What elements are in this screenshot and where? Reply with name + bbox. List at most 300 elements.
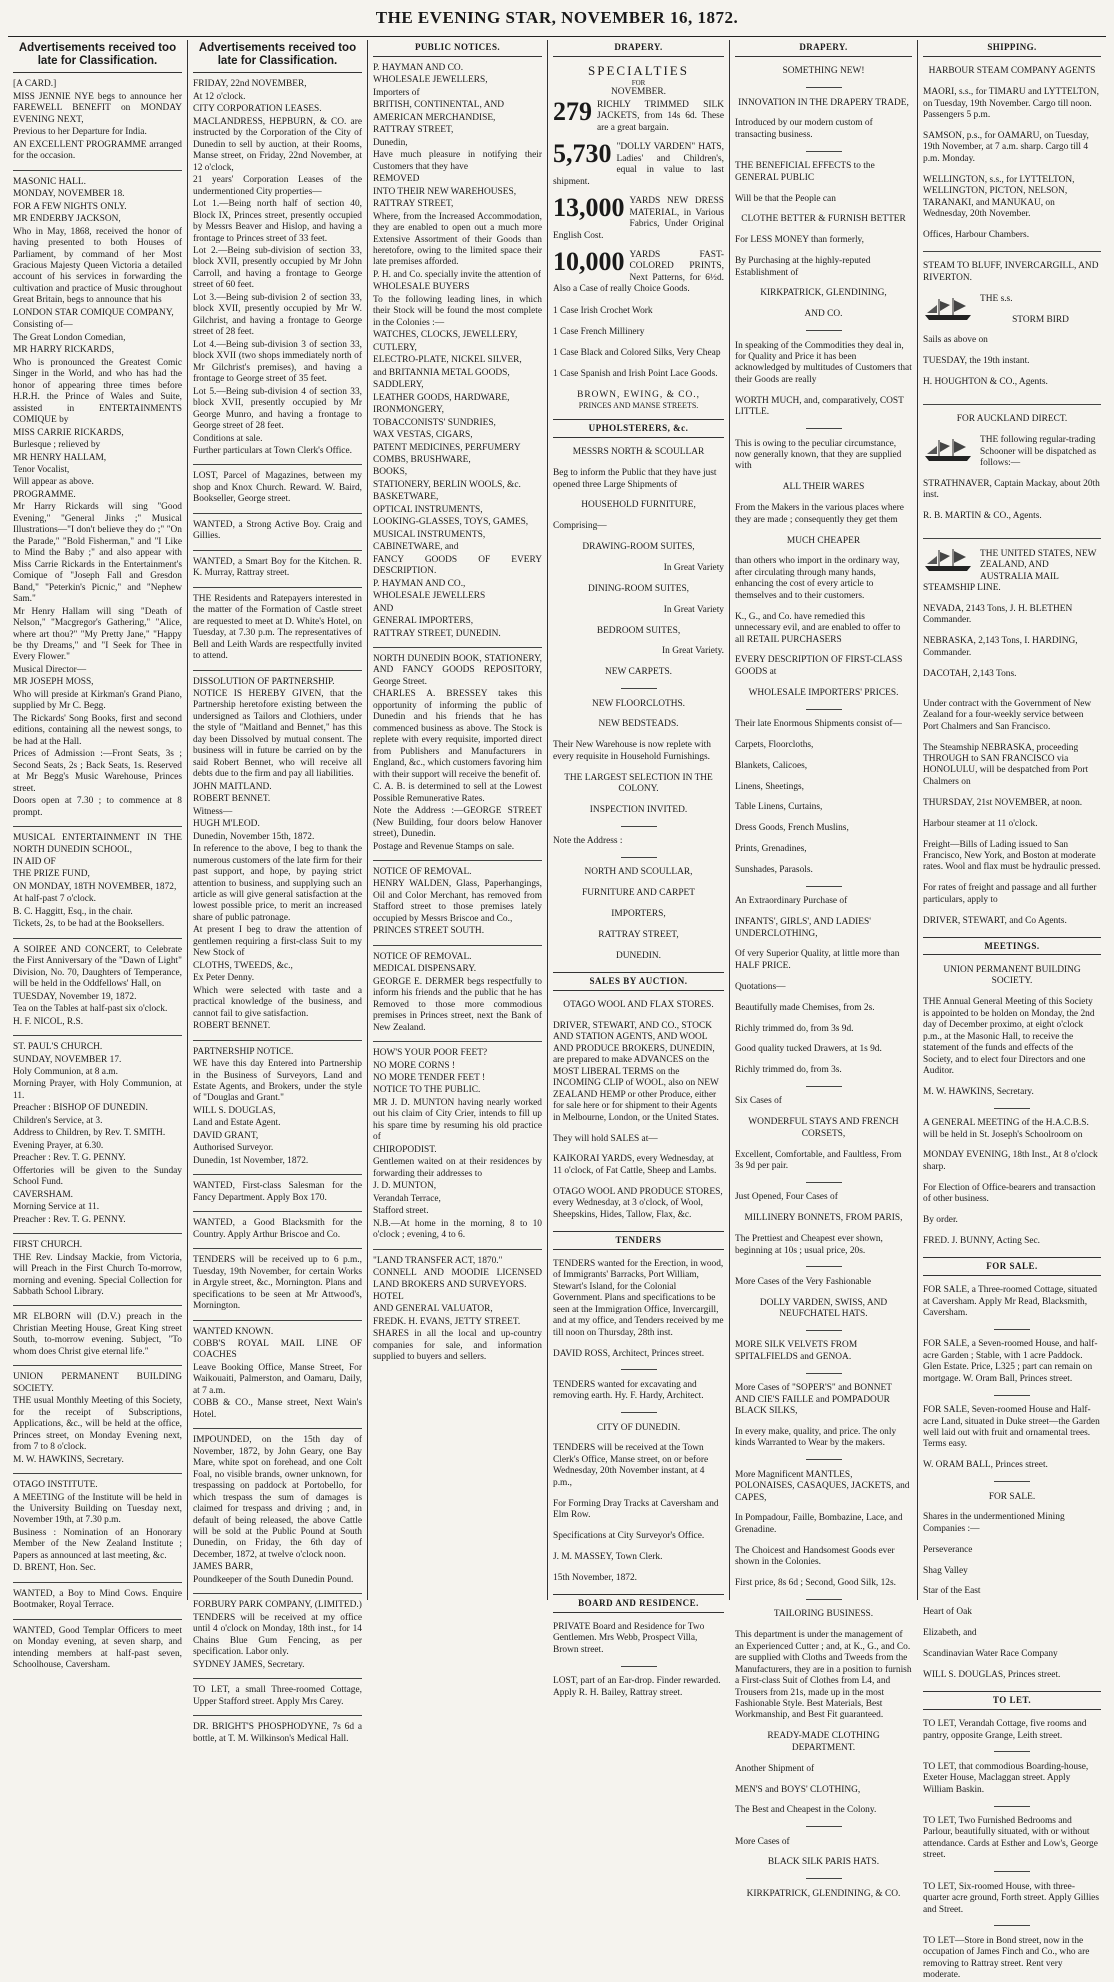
text-line: Their New Warehouse is now replete with every requisite in Household Furnishings. xyxy=(553,740,711,762)
text-line: KAIKORAI YARDS, every Wednesday, at 11 o'clock, of Fat Cattle, Sheep and Lambs. xyxy=(553,1154,717,1176)
text-line: CLOTHE BETTER & FURNISH BETTER xyxy=(741,214,906,225)
text-line: STRATHNAVER, Captain Mackay, about 20th inst. xyxy=(923,479,1100,501)
column-3-header: PUBLIC NOTICES. xyxy=(373,40,542,57)
text-line: SADDLERY, xyxy=(373,380,424,391)
text-line: WANTED KNOWN. xyxy=(193,1326,274,1337)
text-line: CHIROPODIST. xyxy=(373,1144,437,1155)
text-line: In every make, quality, and price. The only kinds Warranted to Wear by the makers. xyxy=(735,1426,897,1449)
text-line: In Great Variety xyxy=(663,563,724,574)
text-line: The Rickards' Song Books, first and second editions, containing all the newest songs, to be had at the Hall. xyxy=(13,713,182,747)
text-line: WORTH MUCH, and, comparatively, COST LITTLE. xyxy=(735,395,904,418)
text-line: Their late Enormous Shipments consist of— xyxy=(735,719,902,729)
text-line: WANTED, a Boy to Mind Cows. Enquire Bootmaker, Royal Terrace. xyxy=(13,1588,182,1611)
text-line: More Cases of "SOPER'S" and BONNET AND CIE'S FAILLE and POMPADOUR BLACK SILKS, xyxy=(735,1383,892,1417)
text-line: D. BRENT, Hon. Sec. xyxy=(13,1563,96,1574)
column-1-body xyxy=(13,79,182,1671)
text-line: Six Cases of xyxy=(735,1096,782,1107)
text-line: LOOKING-GLASSES, TOYS, GAMES, xyxy=(373,517,529,528)
text-line: THE s.s. xyxy=(980,293,1013,304)
rule-divider xyxy=(621,857,657,858)
advertisement xyxy=(13,1626,182,1672)
text-line: HARBOUR STEAM COMPANY AGENTS xyxy=(928,66,1096,77)
text-line: Beg to inform the Public that they have just opened three Large Shipments of xyxy=(553,468,717,490)
text-line: Consisting of— xyxy=(13,320,73,331)
text-line: Of very Superior Quality, at little more than HALF PRICE. xyxy=(735,949,900,971)
tenders-header: TENDERS xyxy=(553,1231,724,1250)
rule-divider xyxy=(806,1459,842,1460)
ad-separator xyxy=(193,550,362,551)
text-line: LEATHER GOODS, HARDWARE, xyxy=(373,392,510,403)
text-line: Elizabeth, and xyxy=(923,1628,977,1639)
text-line: Lot 4.—Being sub-division 3 of section 33, block XVII (two shops immediately north of Mr Gilchrist's premises), and having a frontage to George street of 35 feet. xyxy=(193,339,362,385)
text-line: Carpets, Floorcloths, xyxy=(735,739,814,750)
text-line: HENRY WALDEN, Glass, Paperhangings, Oil and Color Merchant, has removed from Stafford street to those premises lately occupied by Messrs Briscoe and Co., xyxy=(373,879,542,924)
text-line: Dunedin, November 15th, 1872. xyxy=(193,831,315,842)
text-line: NORTH DUNEDIN BOOK, STATIONERY, AND FANCY GOODS REPOSITORY, George Street. xyxy=(373,654,542,687)
specials-list xyxy=(553,96,724,297)
text-line: DUNEDIN. xyxy=(615,950,662,961)
rule-divider xyxy=(994,1806,1030,1807)
text-line: For Election of Office-bearers and transaction of other business. xyxy=(923,1182,1096,1205)
text-line: Under contract with the Government of New Zealand for a four-weekly service between Port Chalmers and San Francisco. xyxy=(923,698,1092,732)
text-line: ROBERT BENNET. xyxy=(193,1021,271,1032)
text-line: RATTRAY STREET, xyxy=(598,930,679,941)
text-line: WANTED, Good Templar Officers to meet on Monday evening, at seven sharp, and intending members at half-past seven, Schoolhouse, Caversham. xyxy=(13,1625,182,1671)
tolet-ads xyxy=(923,1719,1101,1982)
ad-separator xyxy=(923,404,1101,405)
rule-divider xyxy=(994,1481,1030,1482)
text-line: BASKETWARE, xyxy=(373,492,439,503)
text-line: FANCY GOODS OF EVERY DESCRIPTION. xyxy=(373,554,542,577)
special-item xyxy=(553,139,724,189)
text-line: A MEETING of the Institute will be held in the University Building on Tuesday next, November 19th, at 7.30 p.m. xyxy=(13,1492,182,1526)
column-5-header: DRAPERY. xyxy=(735,40,912,57)
text-line: MASONIC HALL. xyxy=(13,176,86,187)
ship-icon xyxy=(923,296,975,322)
text-line: WANTED, a Smart Boy for the Kitchen. R. K. Murray, Rattray street. xyxy=(193,556,362,579)
text-line: An Extraordinary Purchase of xyxy=(735,896,848,907)
text-line: To the following leading lines, in which their Stock will be found the most complete in the Colonies :— xyxy=(373,294,542,328)
text-line: Conditions at sale. xyxy=(193,433,263,444)
text-line: HOTEL xyxy=(373,1291,404,1302)
text-line: Quotations— xyxy=(735,981,786,992)
text-line: From the Makers in the various places where they are made ; consequently they get them xyxy=(735,503,904,525)
text-line: TUESDAY, November 19, 1872. xyxy=(13,991,137,1002)
text-line: MONDAY, NOVEMBER 18. xyxy=(13,189,125,200)
brown-ewing-address: PRINCES AND MANSE STREETS. xyxy=(578,401,699,411)
ad-separator xyxy=(13,1305,182,1306)
rule-divider xyxy=(806,151,842,152)
text-line: By order. xyxy=(923,1215,958,1226)
text-line: THE UNITED STATES, NEW ZEALAND, AND AUSTRALIA MAIL STEAMSHIP LINE. xyxy=(923,548,1097,593)
advertisement xyxy=(193,1255,362,1312)
text-line: The Great London Comedian, xyxy=(13,332,126,343)
text-line: Stafford street. xyxy=(373,1206,429,1217)
masthead: THE EVENING STAR, NOVEMBER 16, 1872. xyxy=(375,8,739,27)
text-line: DRIVER, STEWART, AND CO., STOCK AND STATION AGENTS, AND WOOL AND PRODUCE BROKERS, DUNEDIN, are prepared to make ADVANCES on the MOST LIBERAL TERMS on the INCOMING CLIP of WOOL, also on NEW ZEALAND HEMP or other Produce, either for sale here or for shipment to their Agents in Melbourne, London, or the United States. xyxy=(553,1020,719,1123)
text-line: They will hold SALES at— xyxy=(553,1133,658,1144)
ad-separator xyxy=(193,670,362,671)
text-line: PRIVATE Board and Residence for Two Gentlemen. Mrs Webb, Prospect Villa, Brown street. xyxy=(553,1621,705,1655)
text-line: THE Rev. Lindsay Mackie, from Victoria, will Preach in the First Church To-morrow, morning and evening. Special Collection for Sabbath School Library. xyxy=(13,1252,182,1297)
text-line: WHOLESALE BUYERS xyxy=(373,282,470,293)
text-line: OTAGO WOOL AND PRODUCE STORES, every Wednesday, at 3 o'clock, of Wool, Sheepskins, Hides, Tallow, Flax, &c. xyxy=(553,1186,723,1220)
rule-divider xyxy=(994,1751,1030,1752)
text-line: Harbour steamer at 11 o'clock. xyxy=(923,818,1038,829)
ad-separator xyxy=(193,1320,362,1321)
text-line: NOTICE OF REMOVAL. xyxy=(373,951,472,962)
advertisement xyxy=(13,945,182,1028)
ship-icon xyxy=(923,547,975,573)
column-4-header: DRAPERY. xyxy=(553,40,724,57)
text-line: FURNITURE AND CARPET xyxy=(581,888,696,899)
rule-divider xyxy=(806,428,842,429)
text-line: AND GENERAL VALUATOR, xyxy=(373,1304,493,1315)
text-line: JAMES BARR, xyxy=(193,1562,253,1573)
text-line: MONDAY EVENING, 18th Inst., At 8 o'clock sharp. xyxy=(923,1150,1098,1172)
text-line: ELECTRO-PLATE, NICKEL SILVER, xyxy=(373,355,522,366)
text-line: COMBS, BRUSHWARE, xyxy=(373,454,471,465)
text-line: Heart of Oak xyxy=(923,1607,972,1618)
text-line: IMPORTERS, xyxy=(611,909,666,920)
text-line: Tickets, 2s, to be had at the Booksellers. xyxy=(13,919,165,930)
text-line: C. A. B. is determined to sell at the Lowest Possible Remunerative Rates. xyxy=(373,782,542,804)
text-line: MISS CARRIE RICKARDS, xyxy=(13,427,124,438)
rule-divider xyxy=(994,1871,1030,1872)
text-line: This department is under the management of an Experienced Cutter ; and, at K., G., and Co. are supplied with Cloths and Tweeds from the Manufacturers, they are in a position to furnish a First-class Suit of Clothes from L4, and Trousers from 21s, made up in the most Fashionable Style. Best Materials, Best Workmanship, and Best Fit guaranteed. xyxy=(735,1630,912,1721)
text-line: RATTRAY STREET, DUNEDIN. xyxy=(373,628,501,639)
advertisement xyxy=(373,63,542,640)
text-line: Doors open at 7.30 ; to commence at 8 prompt. xyxy=(13,796,182,818)
text-line: Holy Communion, at 8 a.m. xyxy=(13,1067,118,1077)
text-line: FRED. J. BUNNY, Acting Sec. xyxy=(923,1235,1041,1246)
text-line: STORM BIRD xyxy=(1012,314,1069,325)
text-line: Dress Goods, French Muslins, xyxy=(735,823,849,834)
text-line: Dunedin, xyxy=(373,137,408,148)
text-line: OPTICAL INSTRUMENTS, xyxy=(373,504,483,515)
text-line: INFANTS', GIRLS', AND LADIES' UNDERCLOTHING, xyxy=(735,917,871,939)
text-line: BRITISH, CONTINENTAL, AND xyxy=(373,100,505,111)
text-line: THE PRIZE FUND, xyxy=(13,869,90,880)
text-line: FOR A FEW NIGHTS ONLY. xyxy=(13,201,127,212)
advertisement xyxy=(193,471,362,505)
text-line: MUCH CHEAPER xyxy=(786,535,861,546)
text-line: WHOLESALE IMPORTERS' PRICES. xyxy=(748,687,899,698)
text-line: BOOKS, xyxy=(373,467,408,478)
text-line: AND xyxy=(373,603,394,614)
text-line: In Great Variety. xyxy=(662,646,724,657)
auction-header: SALES BY AUCTION. xyxy=(553,972,724,991)
text-line: CAVERSHAM. xyxy=(13,1189,73,1200)
columns xyxy=(8,40,1106,1981)
text-line: NO MORE CORNS ! xyxy=(373,1060,456,1071)
text-line: Business : Nomination of an Honorary Member of the New Zealand Institute ; Papers as announced at last meeting, &c. xyxy=(13,1527,182,1561)
text-line: MESSRS NORTH & SCOULLAR xyxy=(572,447,705,458)
advertisement xyxy=(13,1372,182,1466)
text-line: LOST, Parcel of Magazines, between my shop and Knox Church. Reward. W. Baird, Bookseller, George street. xyxy=(193,471,362,505)
rule-divider xyxy=(621,1666,657,1667)
text-line: NORTH AND SCOULLAR, xyxy=(584,867,693,878)
ad-separator xyxy=(193,1248,362,1249)
text-line: than others who import in the ordinary way, after circulating through many hands, enhancing the cost of every article to themselves and to their customers. xyxy=(735,556,900,601)
ad-separator xyxy=(193,1593,362,1594)
text-line: Note the Address : xyxy=(553,836,623,847)
text-line: Evening Prayer, at 6.30. xyxy=(13,1140,104,1151)
text-line: NOTICE TO THE PUBLIC. xyxy=(373,1085,481,1096)
special-text: YARDS NEW DRESS MATERIAL, in Various Fabrics, Under Original English Cost. xyxy=(553,196,724,241)
text-line: TO LET—Store in Bond street, now in the occupation of James Finch and Co., who are removing to Rattray street. Rent very moderate. xyxy=(923,1935,1090,1981)
advertisement xyxy=(193,520,362,543)
text-line: A SOIREE AND CONCERT, to Celebrate the First Anniversary of the "Dawn of Light" Division, No. 70, Daughters of Temperance, will be held in the Oddfellows' Hall, on xyxy=(13,944,182,990)
text-line: "LAND TRANSFER ACT, 1870." xyxy=(373,1255,503,1266)
column-3-public-notices xyxy=(368,40,548,1600)
text-line: Land and Estate Agent. xyxy=(193,1118,281,1129)
text-line: 1 Case Spanish and Irish Point Lace Goods. xyxy=(553,368,718,379)
ad-separator xyxy=(13,170,182,171)
text-line: CLOTHS, TWEEDS, &c., xyxy=(193,960,293,971)
board-header: BOARD AND RESIDENCE. xyxy=(553,1594,724,1613)
specialties-for: FOR xyxy=(631,78,646,87)
text-line: MR JOSEPH MOSS, xyxy=(13,677,94,688)
text-line: IMPOUNDED, on the 15th day of November, 1872, by John Geary, one Bay Mare, white spot on forehead, and one Colt Foal, no visible brands, owner unknown, for trespassing on paddock at Portobello, for which trespass the sum of damages is claimed for trespass and driving ; and, in default of being released, the above Cattle will be sold at the Public Pound at South Dunedin, on Friday, the 6th day of December, 1872, at twelve o'clock noon. xyxy=(193,1435,362,1560)
advertisement xyxy=(193,1600,362,1671)
text-line: Will be that the People can xyxy=(735,193,836,204)
text-line: KIRKPATRICK, GLENDINING, & CO. xyxy=(746,1888,901,1899)
text-line: Which were selected with taste and a practical knowledge of the business, and cannot fail to give satisfaction. xyxy=(193,985,362,1019)
ad-separator xyxy=(373,1041,542,1042)
text-line: MORE SILK VELVETS FROM SPITALFIELDS and GENOA. xyxy=(735,1340,858,1362)
advertisement xyxy=(193,1327,362,1422)
text-line: CITY OF DUNEDIN. xyxy=(596,1422,681,1433)
text-line: FOR SALE, Seven-roomed House and Half-acre Land, situated in Duke street—the Garden well laid out with fruit and ornamental trees. Terms easy. xyxy=(923,1405,1100,1450)
text-line: MR HARRY RICKARDS, xyxy=(13,345,114,356)
meetings-header: MEETINGS. xyxy=(923,937,1101,956)
meetings-ads xyxy=(923,965,1101,1248)
special-text: RICHLY TRIMMED SILK JACKETS, from 14s 6d. These are a great bargain. xyxy=(597,99,724,133)
rule-divider xyxy=(806,87,842,88)
text-line: Gentlemen waited on at their residences by forwarding their addresses to xyxy=(373,1157,542,1179)
text-line: THE following regular-trading Schooner will be dispatched as follows:— xyxy=(980,435,1097,469)
text-line: FRIDAY, 22nd NOVEMBER, xyxy=(193,79,307,90)
specialties-title: SPECIALTIES xyxy=(588,62,689,78)
text-line: The Steamship NEBRASKA, proceeding THROUGH to SAN FRANCISCO via HONOLULU, will be despatched from Port Chalmers on xyxy=(923,742,1089,787)
ad-separator xyxy=(13,1365,182,1366)
board-ads xyxy=(553,1622,724,1699)
text-line: Richly trimmed do, from 3s 9d. xyxy=(735,1023,854,1034)
text-line: Comprising— xyxy=(553,521,607,532)
text-line: Just Opened, Four Cases of xyxy=(735,1192,838,1203)
rule-divider xyxy=(621,826,657,827)
text-line: PARTNERSHIP NOTICE. xyxy=(193,1046,294,1057)
text-line: DACOTAH, 2,143 Tons. xyxy=(923,668,1017,679)
text-line: Witness— xyxy=(193,806,233,817)
text-line: The Prettiest and Cheapest ever shown, beginning at 10s ; usual price, 20s. xyxy=(735,1234,883,1256)
ad-separator xyxy=(923,251,1101,252)
text-line: 1 Case Black and Colored Silks, Very Cheap xyxy=(553,347,721,358)
text-line: Blankets, Calicoes, xyxy=(735,760,808,771)
text-line: Musical Director— xyxy=(13,664,87,675)
text-line: DISSOLUTION OF PARTNERSHIP. xyxy=(193,676,335,687)
ad-separator xyxy=(13,1035,182,1036)
text-line: Dunedin, 1st November, 1872. xyxy=(193,1155,309,1166)
rule-divider xyxy=(806,1182,842,1183)
text-line: Ex Peter Denny. xyxy=(193,973,255,984)
text-line: Verandah Terrace, xyxy=(373,1193,441,1204)
advertisement xyxy=(193,594,362,663)
text-line: FOR AUCKLAND DIRECT. xyxy=(956,414,1068,425)
text-line: Shag Valley xyxy=(923,1565,968,1576)
advertisement xyxy=(193,1181,362,1204)
text-line: THE BENEFICIAL EFFECTS to the GENERAL PUBLIC xyxy=(735,161,875,183)
text-line: NEBRASKA, 2,143 Tons, I. HARDING, Commander. xyxy=(923,636,1078,658)
rule-divider xyxy=(806,886,842,887)
text-line: [A CARD.] xyxy=(13,79,57,90)
text-line: Freight—Bills of Lading issued to San Francisco, New York, and Boston at moderate rates. Wool and flax must be hydraulic pressed. xyxy=(923,839,1101,873)
text-line: FOR SALE, a Seven-roomed House, and half-acre Garden ; Stable, with 1 acre Paddock. Glen Estate. Price, L325 ; part can remain on mortgage. W. Oram Ball, Princes street. xyxy=(923,1339,1098,1384)
text-line: OTAGO INSTITUTE. xyxy=(13,1480,98,1491)
text-line: MISS JENNIE NYE begs to announce her FAREWELL BENEFIT on MONDAY EVENING NEXT, xyxy=(13,91,182,125)
text-line: NEW BEDSTEADS. xyxy=(598,719,679,730)
text-line: Introduced by our modern custom of transacting business. xyxy=(735,118,873,140)
rule-divider xyxy=(621,1369,657,1370)
text-line: At present I beg to draw the attention of gentlemen requiring a first-class Suit to my New Stock of xyxy=(193,925,362,959)
ad-separator xyxy=(13,1619,182,1620)
text-line: WELLINGTON, s.s., for LYTTELTON, WELLINGTON, PICTON, NELSON, TARANAKI, and MANUKAU, on Wednesday, 20th November. xyxy=(923,174,1075,220)
text-line: Importers of xyxy=(373,87,420,98)
text-line: Specifications at City Surveyor's Office. xyxy=(553,1531,705,1542)
text-line: THURSDAY, 21st NOVEMBER, at noon. xyxy=(923,797,1083,808)
text-line: UNION PERMANENT BUILDING SOCIETY. xyxy=(943,964,1081,987)
text-line: KIRKPATRICK, GLENDINING, xyxy=(760,288,887,299)
column-1-header: Advertisements received too late for Classification. xyxy=(13,40,182,73)
text-line: TENDERS wanted for the Erection, in wood, of Immigrants' Barracks, Port William, Stewart's Island, for the Colonial Government. Plans and specifications to be seen at the Immigration Office, Invercargill, and at my office, and Tenders received by me till noon on Thursday, 28th inst. xyxy=(553,1258,724,1338)
text-line: More Magnificent MANTLES, POLONAISES, CASAQUES, JACKETS, and CAPES, xyxy=(735,1469,910,1503)
ad-separator xyxy=(193,1715,362,1716)
text-line: WILL S. DOUGLAS, xyxy=(193,1105,276,1116)
tolet-header: TO LET. xyxy=(923,1691,1101,1710)
text-line: Poundkeeper of the South Dunedin Pound. xyxy=(193,1574,354,1585)
shipping-ads xyxy=(923,66,1101,927)
text-line: THE Annual General Meeting of this Society is appointed to be holden on Monday, the 2nd day of December proximo, at eight o'clock p.m., at the Masonic Hall, to receive the statement of the funds and effects of the Society, and to elect four Directors and one Auditor. xyxy=(923,997,1095,1077)
text-line: Burlesque ; relieved by xyxy=(13,440,101,451)
text-line: Perseverance xyxy=(923,1544,973,1555)
text-line: Scandinavian Water Race Company xyxy=(923,1649,1058,1660)
text-line: INSPECTION INVITED. xyxy=(589,804,688,815)
advertisement xyxy=(193,557,362,580)
special-item xyxy=(553,193,724,243)
text-line: P. H. and Co. specially invite the attention of xyxy=(373,269,541,280)
text-line: B. C. Haggitt, Esq., in the chair. xyxy=(13,906,133,917)
text-line: Lot 1.—Being north half of section 40, Block IX, Princes street, presently occupied by Messrs Beaver and Hislop, and having a frontage to Princes street of 33 feet. xyxy=(193,199,362,244)
text-line: WAX VESTAS, CIGARS, xyxy=(373,430,473,441)
text-line: At half-past 7 o'clock. xyxy=(13,894,96,905)
text-line: UNION PERMANENT BUILDING SOCIETY. xyxy=(13,1372,182,1394)
ad-separator xyxy=(923,538,1101,539)
text-line: TAILORING BUSINESS. xyxy=(773,1609,874,1620)
text-line: MR ENDERBY JACKSON, xyxy=(13,214,121,225)
rule-divider xyxy=(806,1266,842,1267)
text-line: The Choicest and Handsomest Goods ever shown in the Colonies. xyxy=(735,1545,895,1568)
text-line: Where, from the Increased Accommodation, they are enabled to open out a much more Extensive Assortment of their Goods than heretofore, owing to the limited space their late premises afforded. xyxy=(373,211,542,268)
advertisement xyxy=(13,833,182,931)
text-line: More Cases of xyxy=(735,1836,790,1847)
text-line: J. M. MASSEY, Town Clerk. xyxy=(553,1551,663,1562)
text-line: HOUSEHOLD FURNITURE, xyxy=(581,500,696,511)
text-line: CONNELL AND MOODIE LICENSED LAND BROKERS AND SURVEYORS. xyxy=(373,1268,542,1290)
text-line: TENDERS will be received at the Town Clerk's Office, Manse street, on or before Wednesday, 20th November instant, at 4 p.m., xyxy=(553,1443,709,1488)
text-line: CITY CORPORATION LEASES. xyxy=(193,104,322,115)
text-line: For LESS MONEY than formerly, xyxy=(735,235,864,246)
text-line: Lot 2.—Being sub-division of section 33, block XVII, presently occupied by Mr John Carroll, and having a frontage to George street of 60 feet. xyxy=(193,246,362,291)
column-1-late-ads xyxy=(8,40,188,1671)
text-line: CUTLERY, xyxy=(373,342,417,353)
text-line: RATTRAY STREET, xyxy=(373,125,454,136)
text-line: DAVID GRANT, xyxy=(193,1130,259,1141)
text-line: H. F. NICOL, R.S. xyxy=(13,1016,84,1027)
advertisement xyxy=(193,1685,362,1708)
text-line: MEN'S and BOYS' CLOTHING, xyxy=(735,1784,861,1795)
text-line: STATIONERY, BERLIN WOOLS, &c. xyxy=(373,479,521,490)
text-line: W. ORAM BALL, Princes street. xyxy=(923,1460,1048,1471)
special-number: 5,730 xyxy=(553,139,612,169)
tenders-ads xyxy=(553,1259,724,1584)
text-line: P. HAYMAN AND CO., xyxy=(373,578,466,589)
text-line: WANTED, a Good Blacksmith for the Country. Apply Arthur Briscoe and Co. xyxy=(193,1218,362,1240)
ship-icon xyxy=(923,437,975,463)
text-line: FORBURY PARK COMPANY, (LIMITED.) xyxy=(193,1600,362,1611)
text-line: INNOVATION IN THE DRAPERY TRADE, xyxy=(738,97,909,108)
rule-divider xyxy=(994,1329,1030,1330)
text-line: STEAM TO BLUFF, INVERCARGILL, AND RIVERTON. xyxy=(923,261,1099,283)
forsale-header: FOR SALE. xyxy=(923,1257,1101,1276)
text-line: MUSICAL ENTERTAINMENT IN THE NORTH DUNEDIN SCHOOL, xyxy=(13,833,182,855)
text-line: 1 Case Irish Crochet Work xyxy=(553,306,653,317)
text-line: DAVID ROSS, Architect, Princes street. xyxy=(553,1348,705,1359)
text-line: N.B.—At home in the morning, 8 to 10 o'clock ; evening, 4 to 6. xyxy=(373,1218,542,1241)
text-line: Who will preside at Kirkman's Grand Piano, supplied by Mr C. Begg. xyxy=(13,689,182,712)
text-line: NEW CARPETS. xyxy=(604,667,673,678)
text-line: READY-MADE CLOTHING DEPARTMENT. xyxy=(767,1731,880,1753)
advertisement xyxy=(13,79,182,162)
rule-divider xyxy=(806,1330,842,1331)
ad-separator xyxy=(193,464,362,465)
text-line: Address to Children, by Rev. T. SMITH. xyxy=(13,1128,166,1139)
text-line: The Best and Cheapest in the Colony. xyxy=(735,1805,877,1816)
text-line: AN EXCELLENT PROGRAMME arranged for the occasion. xyxy=(13,139,182,162)
text-line: SYDNEY JAMES, Secretary. xyxy=(193,1659,305,1670)
advertisement xyxy=(373,1256,542,1364)
text-line: 1 Case French Millinery xyxy=(553,327,645,338)
rule-divider xyxy=(806,1878,842,1879)
text-line: Morning Prayer, with Holy Communion, at 11. xyxy=(13,1079,182,1101)
text-line: THE usual Monthly Meeting of this Society, for the receipt of Subscriptions, Applications, &c., will be held at the office, Princes street, on Monday Evening next, from 7 to 8 o'clock. xyxy=(13,1396,182,1453)
rule-divider xyxy=(806,330,842,331)
text-line: LONDON STAR COMIQUE COMPANY, xyxy=(13,307,174,318)
text-line: Mr Harry Rickards will sing "Good Evening," "General Jinks ;" Musical Illustrations—"I don't believe they do ;" "On the Parade," "Bold Fisherman," and "I Like to Mind the Baby ;" and also appear with Miss Carrie Rickards in the Entertainment's Comique of "Joseph Fall and Gresdon Band," "Peterkin's Picnic," and "Nephew Sam." xyxy=(13,502,182,605)
special-text: "DOLLY VARDEN" HATS, Ladies' and Children's, equal in value to last shipment. xyxy=(553,142,724,187)
text-line: In Great Variety xyxy=(663,604,724,615)
text-line: DOLLY VARDEN, SWISS, AND NEUFCHATEL HATS. xyxy=(759,1297,888,1320)
text-line: In Pompadour, Faille, Bombazine, Lace, and Grenadine. xyxy=(735,1513,903,1535)
text-line: GEORGE E. DERMER begs respectfully to inform his friends and the public that he has Removed to those more commodious premises in Princes street, next the Bank of New Zealand. xyxy=(373,976,542,1033)
brown-ewing-sign: BROWN, EWING, & CO., xyxy=(577,389,700,400)
text-line: Richly trimmed do, from 3s. xyxy=(735,1065,842,1076)
column-2-body xyxy=(193,79,362,1745)
text-line: MR ELBORN will (D.V.) preach in the Christian Meeting House, Great King street South, to-morrow evening. Subject, "To whom does Christ give eternal life." xyxy=(13,1312,182,1357)
advertisement xyxy=(193,1722,362,1745)
text-line: WATCHES, CLOCKS, JEWELLERY, xyxy=(373,330,518,341)
advertisement xyxy=(193,1435,362,1586)
